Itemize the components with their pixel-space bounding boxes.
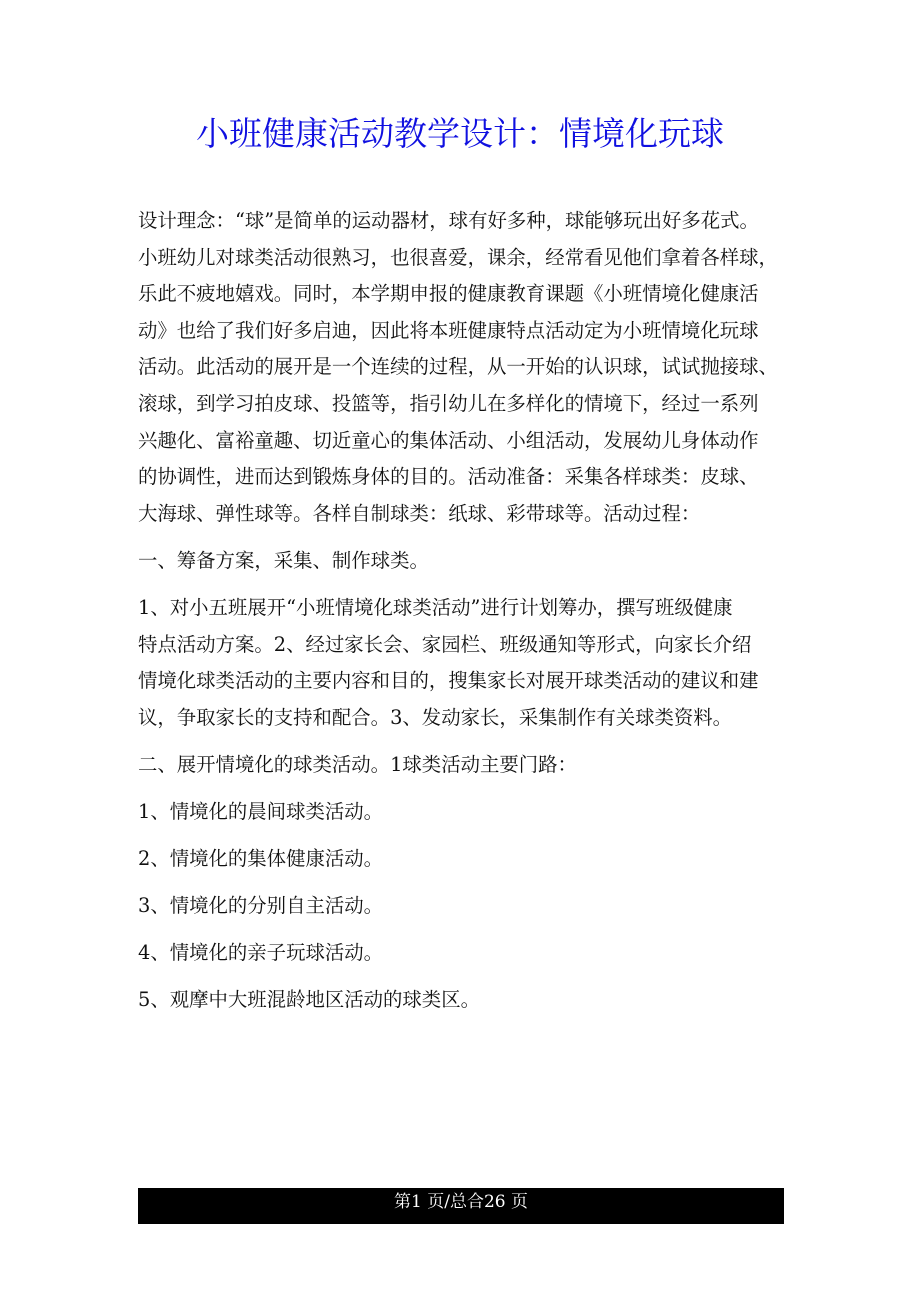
list-item: 3、情境化的分别自主活动。	[138, 894, 384, 918]
paragraph-line: 动》也给了我们好多启迪，因此将本班健康特点活动定为小班情境化玩球	[138, 318, 759, 342]
paragraph-line: 情境化球类活动的主要内容和目的，搜集家长对展开球类活动的建议和建	[138, 669, 759, 693]
paragraph-line: 特点活动方案。2、经过家长会、家园栏、班级通知等形式，向家长介绍	[138, 632, 752, 656]
paragraph-line: 的协调性，进而达到锻炼身体的目的。活动准备：采集各样球类：皮球、	[138, 465, 759, 489]
section-heading-1: 一、筹备方案，采集、制作球类。	[138, 548, 429, 572]
document-title: 小班健康活动教学设计：情境化玩球	[196, 114, 724, 153]
paragraph-preparation	[138, 590, 784, 736]
page-number-label: 第1 页/总合26 页	[394, 1192, 528, 1212]
paragraph-line: 兴趣化、富裕童趣、切近童心的集体活动、小组活动，发展幼儿身体动作	[138, 428, 759, 452]
paragraph-line: 活动。此活动的展开是一个连续的过程，从一开始的认识球，试试抛接球、	[138, 355, 778, 379]
paragraph-design-concept	[138, 203, 784, 532]
paragraph-line: 1、对小五班展开“小班情境化球类活动”进行计划筹办，撰写班级健康	[138, 595, 733, 619]
paragraph-line: 设计理念：“球”是简单的运动器材，球有好多种，球能够玩出好多花式。	[138, 209, 759, 232]
paragraph-line: 大海球、弹性球等。各样自制球类：纸球、彩带球等。活动过程：	[138, 501, 701, 525]
page-footer	[138, 1188, 784, 1224]
document-body	[138, 203, 784, 1019]
section-heading-2: 二、展开情境化的球类活动。1球类活动主要门路：	[138, 752, 577, 776]
paragraph-line: 议，争取家长的支持和配合。3、发动家长，采集制作有关球类资料。	[138, 705, 733, 729]
paragraph-line: 滚球，到学习拍皮球、投篮等，指引幼儿在多样化的情境下，经过一系列	[138, 391, 759, 415]
list-item: 2、情境化的集体健康活动。	[138, 847, 384, 870]
list-item: 5、观摩中大班混龄地区活动的球类区。	[138, 988, 480, 1012]
paragraph-line: 小班幼儿对球类活动很熟习，也很喜爱，课余，经常看见他们拿着各样球，	[138, 245, 778, 269]
activity-list	[138, 794, 784, 1019]
paragraph-line: 乐此不疲地嬉戏。同时，本学期申报的健康教育课题《小班情境化健康活	[138, 282, 759, 306]
list-item: 1、情境化的晨间球类活动。	[138, 799, 384, 823]
list-item: 4、情境化的亲子玩球活动。	[138, 941, 384, 965]
